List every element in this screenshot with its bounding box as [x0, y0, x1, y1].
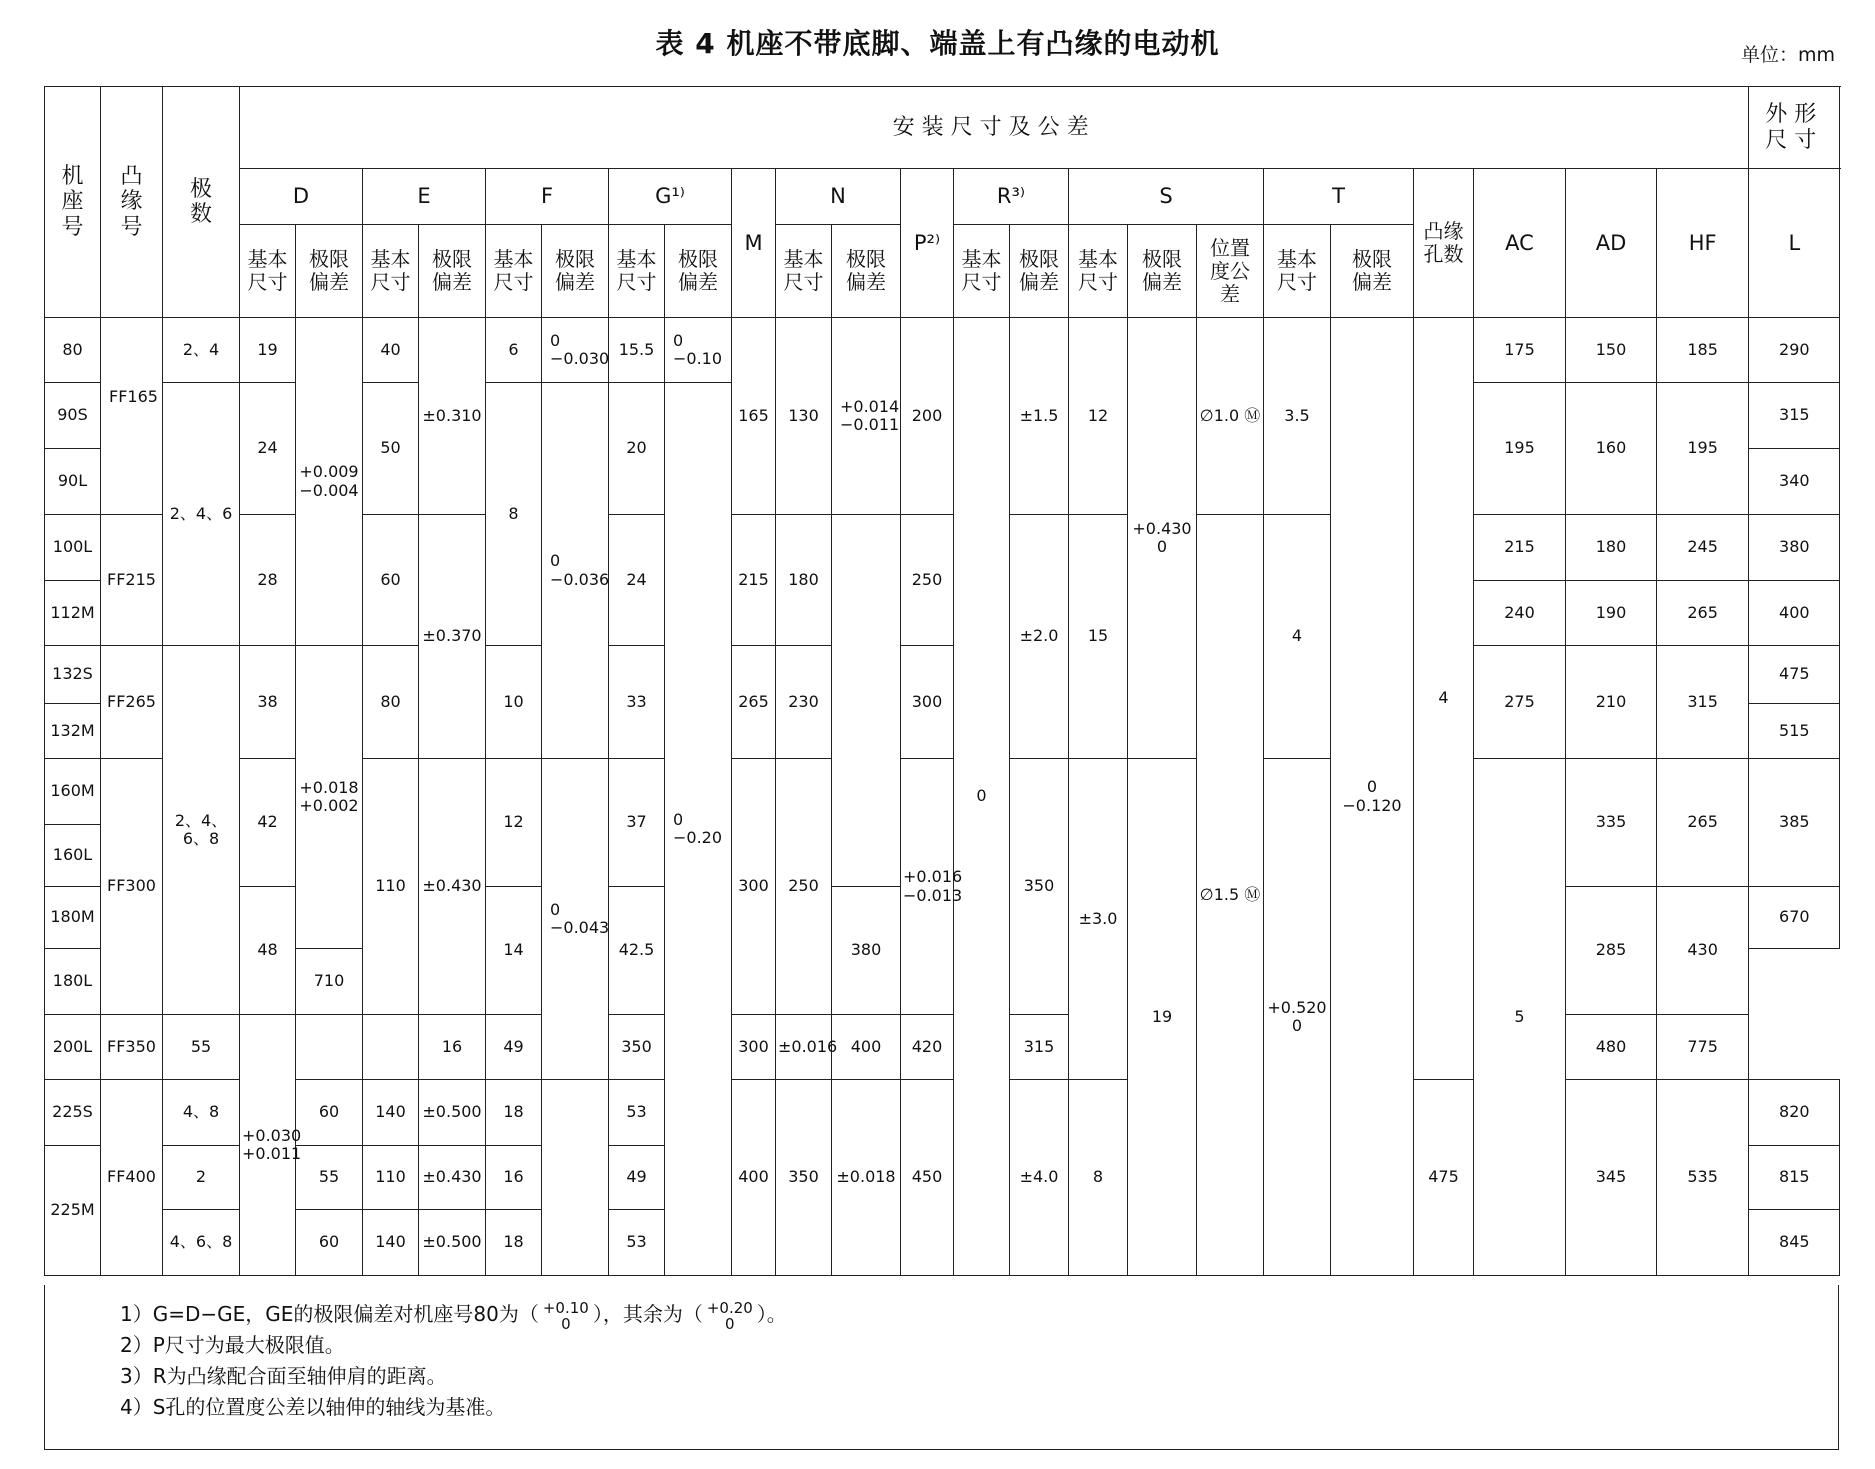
- header-G-tol: 极限 偏差: [665, 225, 732, 318]
- flange-holes-cell: 8: [1069, 1080, 1128, 1276]
- header-D-tol: 极限 偏差: [296, 225, 363, 318]
- fraction-bottom: 0: [725, 1314, 735, 1333]
- footnote-1-text-end: ）。: [756, 1302, 787, 1326]
- G-basic-cell: 53: [609, 1210, 665, 1276]
- G-tol-cell: 0 −0.10: [665, 318, 732, 383]
- AD-cell: 210: [1566, 646, 1657, 759]
- header-E-tol: 极限 偏差: [419, 225, 486, 318]
- L-cell: 380: [1749, 515, 1840, 581]
- HF-cell: 480: [1566, 1015, 1657, 1080]
- D-basic-cell: 55: [296, 1146, 363, 1210]
- flange-cell: FF215: [101, 515, 163, 646]
- E-tol-cell: [363, 1015, 419, 1080]
- D-basic-cell: 48: [240, 887, 296, 1015]
- table-title: 表 4 机座不带底脚、端盖上有凸缘的电动机: [655, 27, 1220, 60]
- header-AC: AC: [1474, 169, 1566, 318]
- G-basic-cell: 33: [609, 646, 665, 759]
- P-cell: 450: [901, 1080, 954, 1276]
- footnote-4: 4）S孔的位置度公差以轴伸的轴线为基准。: [120, 1395, 506, 1419]
- HF-cell: 245: [1657, 515, 1749, 581]
- G-tol-cell: 0 −0.20: [665, 383, 732, 1276]
- AD-cell: 160: [1566, 383, 1657, 515]
- D-basic-cell: 60: [296, 1080, 363, 1146]
- G-basic-cell: 37: [609, 759, 665, 887]
- D-basic-cell: 60: [296, 1210, 363, 1276]
- poles-cell: 2、4、6: [163, 383, 240, 646]
- D-tol-cell: +0.018 +0.002: [296, 646, 363, 949]
- fraction-top: +0.10: [542, 1298, 589, 1317]
- header-N-basic: 基本 尺寸: [776, 225, 832, 318]
- L-cell: 400: [1749, 581, 1840, 646]
- P-cell: 350: [1010, 759, 1069, 1015]
- footnote-1: [120, 1298, 1838, 1333]
- M-cell: 400: [732, 1080, 776, 1276]
- header-S-basic: 基本 尺寸: [1069, 225, 1128, 318]
- AD-cell: 285: [1566, 887, 1657, 1015]
- D-basic-cell: 38: [240, 646, 296, 759]
- footnote-2: 2）P尺寸为最大极限值。: [120, 1333, 345, 1357]
- R-tol-cell: ±3.0: [1069, 759, 1128, 1080]
- N-basic-cell: 130: [776, 318, 832, 515]
- AC-cell: 275: [1474, 646, 1566, 759]
- AD-cell: 265: [1657, 759, 1749, 887]
- E-tol-cell: ±0.500: [419, 1080, 486, 1146]
- header-P: P²⁾: [901, 169, 954, 318]
- E-basic-cell: 40: [363, 318, 419, 383]
- AD-cell: 180: [1566, 515, 1657, 581]
- P-cell: 250: [901, 515, 954, 646]
- footnote-1-text-mid: ），其余为（: [592, 1302, 703, 1326]
- F-basic-cell: 16: [419, 1015, 486, 1080]
- N-tol-cell: +0.014 −0.011: [832, 318, 901, 515]
- frame-cell: 225M: [45, 1146, 101, 1276]
- AC-cell: 420: [901, 1015, 954, 1080]
- L-cell: 475: [1749, 646, 1840, 704]
- AC-cell: 335: [1566, 759, 1657, 887]
- footnote-1-fraction-2: [707, 1300, 753, 1332]
- E-basic-cell: 140: [363, 1210, 419, 1276]
- header-F-tol: 极限 偏差: [542, 225, 609, 318]
- G-basic-cell: 15.5: [609, 318, 665, 383]
- N-tol-cell: ±0.016: [776, 1015, 832, 1080]
- F-basic-cell: 18: [486, 1080, 542, 1146]
- S-position-tol-cell: ∅1.5 Ⓜ: [1197, 515, 1264, 1276]
- L-cell: 670: [1749, 887, 1840, 949]
- frame-cell: 200L: [45, 1015, 101, 1080]
- M-cell: 265: [732, 646, 776, 759]
- header-F-basic: 基本 尺寸: [486, 225, 542, 318]
- F-tol-cell: 0 −0.030: [542, 318, 609, 383]
- AC-cell: 215: [1474, 515, 1566, 581]
- D-basic-cell: 55: [163, 1015, 240, 1080]
- flange-cell: FF300: [101, 759, 163, 1015]
- fraction-bottom: 0: [561, 1314, 571, 1333]
- dimension-table: [44, 86, 1840, 1276]
- footnote-3: 3）R为凸缘配合面至轴伸肩的距离。: [120, 1364, 447, 1388]
- flange-cell: FF265: [101, 646, 163, 759]
- N-basic-cell: 250: [776, 759, 832, 1015]
- D-basic-cell: 24: [240, 383, 296, 515]
- HF-cell: 385: [1749, 759, 1840, 887]
- E-tol-cell: ±0.430: [419, 1146, 486, 1210]
- E-tol-cell: ±0.310: [419, 318, 486, 515]
- E-basic-cell: 50: [363, 383, 419, 515]
- header-S-position-tol: 位置 度公 差: [1197, 225, 1264, 318]
- header-R: R³⁾: [954, 169, 1069, 225]
- AD-cell: 150: [1566, 318, 1657, 383]
- flange-cell: FF400: [101, 1080, 163, 1276]
- R-basic-cell: 0: [954, 318, 1010, 1276]
- HF-cell: 185: [1657, 318, 1749, 383]
- header-G-basic: 基本 尺寸: [609, 225, 665, 318]
- R-tol-cell: ±2.0: [1010, 515, 1069, 759]
- N-tol-cell: [832, 515, 901, 887]
- poles-cell: 2、4: [163, 318, 240, 383]
- F-basic-cell: 18: [486, 1210, 542, 1276]
- header-D-basic: 基本 尺寸: [240, 225, 296, 318]
- L-cell: 315: [1749, 383, 1840, 449]
- F-basic-cell: 6: [486, 318, 542, 383]
- AC-cell: 175: [1474, 318, 1566, 383]
- T-tol-cell: 0 −0.120: [1331, 318, 1414, 1276]
- E-basic-cell: 60: [363, 515, 419, 646]
- E-basic-cell: [296, 1015, 363, 1080]
- L-cell: 775: [1657, 1015, 1749, 1080]
- M-cell: 165: [732, 318, 776, 515]
- footnote-1-fraction-1: [543, 1300, 589, 1332]
- F-tol-cell: 0 −0.036: [542, 383, 609, 759]
- M-cell: 215: [732, 515, 776, 646]
- flange-cell: FF165: [101, 318, 163, 515]
- D-basic-cell: 19: [240, 318, 296, 383]
- header-M: M: [732, 169, 776, 318]
- AD-cell: 315: [1010, 1015, 1069, 1080]
- F-basic-cell: 12: [486, 759, 542, 887]
- header-AD: AD: [1566, 169, 1657, 318]
- flange-holes-cell: 4: [1414, 318, 1474, 1080]
- header-HF: HF: [1657, 169, 1749, 318]
- D-tol-cell: +0.030 +0.011: [240, 1015, 296, 1276]
- P-cell: 400: [832, 1015, 901, 1080]
- S-basic-cell: 12: [1069, 318, 1128, 515]
- frame-cell: 80: [45, 318, 101, 383]
- header-flange-no: 凸 缘 号: [101, 87, 163, 318]
- M-cell: 350: [609, 1015, 665, 1080]
- HF-cell: 315: [1657, 646, 1749, 759]
- E-basic-cell: 140: [363, 1080, 419, 1146]
- header-flange-holes: 凸缘 孔数: [1414, 169, 1474, 318]
- header-S-tol: 极限 偏差: [1128, 225, 1197, 318]
- G-basic-cell: 53: [609, 1080, 665, 1146]
- L-cell: 845: [1749, 1210, 1840, 1276]
- N-basic-cell: 350: [776, 1080, 832, 1276]
- AD-cell: 345: [1566, 1080, 1657, 1276]
- E-tol-cell: ±0.430: [419, 759, 486, 1015]
- frame-cell: 225S: [45, 1080, 101, 1146]
- G-basic-cell: 24: [609, 515, 665, 646]
- header-T-basic: 基本 尺寸: [1264, 225, 1331, 318]
- F-tol-cell: [542, 1080, 609, 1276]
- F-basic-cell: 8: [486, 383, 542, 646]
- header-F: F: [486, 169, 609, 225]
- D-basic-cell: 28: [240, 515, 296, 646]
- N-basic-cell: 230: [776, 646, 832, 759]
- N-basic-cell: 300: [732, 1015, 776, 1080]
- AC-cell: 195: [1474, 383, 1566, 515]
- AC-cell: 475: [1414, 1080, 1474, 1276]
- frame-cell: 160M: [45, 759, 101, 825]
- G-basic-cell: 42.5: [609, 887, 665, 1015]
- P-cell: 200: [901, 318, 954, 515]
- header-S: S: [1069, 169, 1264, 225]
- S-basic-cell: 19: [1128, 759, 1197, 1276]
- header-outline-dimensions: 外形尺寸: [1749, 87, 1840, 169]
- header-L: L: [1749, 169, 1840, 318]
- AC-cell: 240: [1474, 581, 1566, 646]
- header-D: D: [240, 169, 363, 225]
- E-tol-cell: ±0.370: [419, 515, 486, 759]
- G-basic-cell: 49: [486, 1015, 542, 1080]
- D-basic-cell: 42: [240, 759, 296, 887]
- frame-cell: 180M: [45, 887, 101, 949]
- R-tol-cell: ±4.0: [1010, 1080, 1069, 1276]
- S-tol-cell: +0.430 0: [1128, 318, 1197, 759]
- S-tol-cell: +0.520 0: [1264, 759, 1331, 1276]
- frame-cell: 180L: [45, 949, 101, 1015]
- frame-cell: 90L: [45, 449, 101, 515]
- L-cell: 515: [1749, 704, 1840, 759]
- M-cell: 300: [732, 759, 776, 1015]
- header-E-basic: 基本 尺寸: [363, 225, 419, 318]
- fraction-top: +0.20: [706, 1298, 753, 1317]
- poles-cell: 4、8: [163, 1080, 240, 1146]
- poles-cell: 2、4、 6、8: [163, 646, 240, 1015]
- L-cell: 340: [1749, 449, 1840, 515]
- R-tol-cell: ±1.5: [1010, 318, 1069, 515]
- header-frame-no: 机 座 号: [45, 87, 101, 318]
- N-basic-cell: 180: [776, 515, 832, 646]
- poles-cell: 4、6、8: [163, 1210, 240, 1276]
- header-R-basic: 基本 尺寸: [954, 225, 1010, 318]
- F-tol-cell: 0 −0.043: [542, 759, 609, 1080]
- frame-cell: 112M: [45, 581, 101, 646]
- G-basic-cell: 20: [609, 383, 665, 515]
- AD-cell: 190: [1566, 581, 1657, 646]
- header-G: G¹⁾: [609, 169, 732, 225]
- footnote-1-text-start: 1）G=D−GE，GE的极限偏差对机座号80为（: [120, 1302, 539, 1326]
- E-tol-cell: ±0.500: [419, 1210, 486, 1276]
- E-basic-cell: 110: [363, 759, 419, 1015]
- frame-cell: 132S: [45, 646, 101, 704]
- poles-cell: 2: [163, 1146, 240, 1210]
- P-cell: 300: [901, 646, 954, 759]
- unit-label: 单位：mm: [1740, 44, 1835, 66]
- L-cell: 710: [296, 949, 363, 1015]
- HF-cell: 535: [1657, 1080, 1749, 1276]
- header-R-tol: 极限 偏差: [1010, 225, 1069, 318]
- frame-cell: 132M: [45, 704, 101, 759]
- L-cell: 820: [1749, 1080, 1840, 1146]
- header-N: N: [776, 169, 901, 225]
- F-basic-cell: 14: [486, 887, 542, 1015]
- frame-cell: 90S: [45, 383, 101, 449]
- S-position-tol-cell: ∅1.0 Ⓜ: [1197, 318, 1264, 515]
- F-basic-cell: 16: [486, 1146, 542, 1210]
- table-footnotes: [44, 1285, 1839, 1450]
- HF-cell: 265: [1657, 581, 1749, 646]
- header-T: T: [1264, 169, 1414, 225]
- header-poles: 极 数: [163, 87, 240, 318]
- HF-cell: 430: [1657, 887, 1749, 1015]
- S-basic-cell: 15: [1069, 515, 1128, 759]
- frame-cell: 160L: [45, 825, 101, 887]
- header-N-tol: 极限 偏差: [832, 225, 901, 318]
- flange-cell: FF350: [101, 1015, 163, 1080]
- T-basic-cell: 3.5: [1264, 318, 1331, 515]
- F-basic-cell: 10: [486, 646, 542, 759]
- T-basic-cell: 5: [1474, 759, 1566, 1276]
- L-cell: 290: [1749, 318, 1840, 383]
- header-install-dimensions: 安装尺寸及公差: [240, 87, 1749, 169]
- L-cell: 815: [1749, 1146, 1840, 1210]
- HF-cell: 195: [1657, 383, 1749, 515]
- E-basic-cell: 80: [363, 646, 419, 759]
- E-basic-cell: 110: [363, 1146, 419, 1210]
- G-basic-cell: 49: [609, 1146, 665, 1210]
- AC-cell: 380: [832, 887, 901, 1015]
- N-tol-cell: +0.016 −0.013: [901, 759, 954, 1015]
- T-basic-cell: 4: [1264, 515, 1331, 759]
- header-T-tol: 极限 偏差: [1331, 225, 1414, 318]
- header-E: E: [363, 169, 486, 225]
- D-tol-cell: +0.009 −0.004: [296, 318, 363, 646]
- N-tol-cell: ±0.018: [832, 1080, 901, 1276]
- frame-cell: 100L: [45, 515, 101, 581]
